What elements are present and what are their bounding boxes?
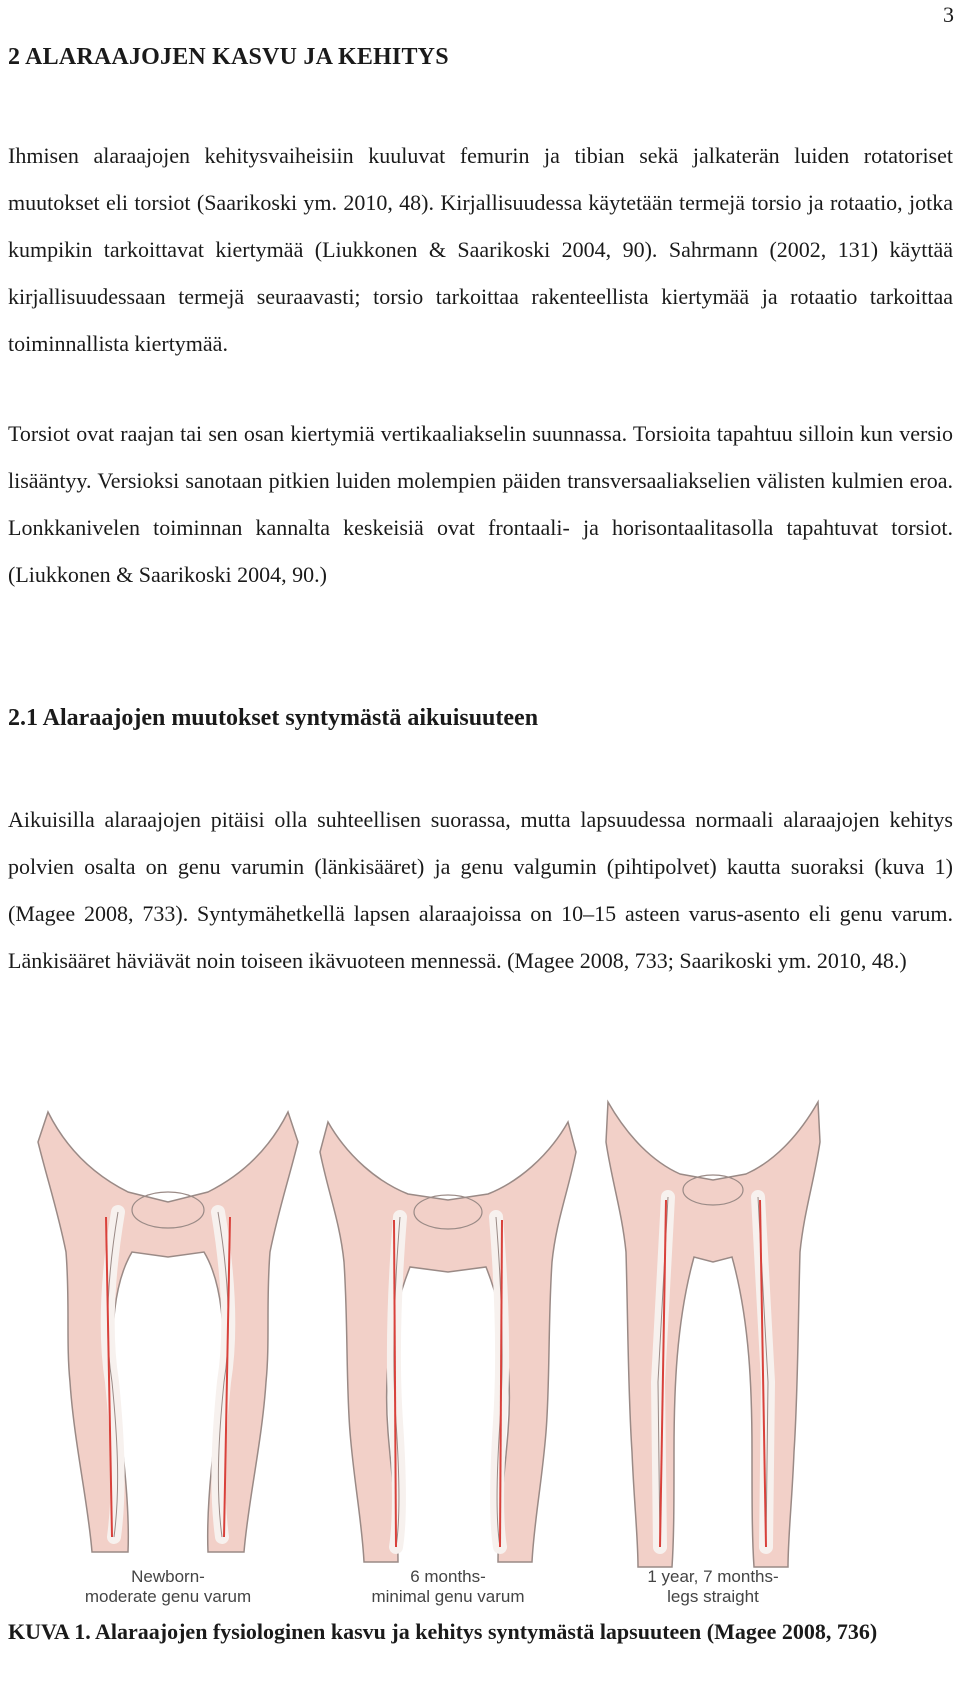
leg-illustration	[8, 1082, 830, 1608]
paragraph-leg-development: Aikuisilla alaraajojen pitäisi olla suhteellisen suorassa, mutta lapsuudessa normaali alaraajojen kehitys polvien osalta on genu varumin (länkisääret) ja genu valgumin (pihtipolvet) kautta suoraksi (kuva 1) (Magee 2008, 733). Syntymähetkellä lapsen alaraajoissa on 10–15 asteen varus-asento eli genu varum. Länkisääret häviävät noin toiseen ikävuoteen mennessä. (Magee 2008, 733; Saarikoski ym. 2010, 48.)	[8, 807, 953, 973]
figure-caption: KUVA 1. Alaraajojen fysiologinen kasvu ja kehitys syntymästä lapsuuteen (Magee 2008, 736)	[8, 1619, 878, 1644]
leg-development-figure	[8, 1082, 830, 1608]
figure-background	[8, 1082, 830, 1608]
paragraph-torsion-intro: Ihmisen alaraajojen kehitysvaiheisiin kuuluvat femurin ja tibian sekä jalkaterän luiden rotatoriset muutokset eli torsiot (Saarikoski ym. 2010, 48). Kirjallisuudessa käytetään termejä torsio ja rotaatio, jotka kumpikin tarkoittavat kiertymää (Liukkonen & Saarikoski 2004, 90). Sahrmann (2002, 131) käyttää kirjallisuudessaan termejä seuraavasti; torsio tarkoittaa rakenteellista kiertymää ja rotaatio tarkoittaa toiminnallista kiertymää.	[8, 143, 953, 356]
page-number: 3	[943, 2, 954, 27]
section-heading: 2.1 Alaraajojen muutokset syntymästä aikuisuuteen	[8, 705, 539, 731]
six-months-label-line2: minimal genu varum	[371, 1587, 525, 1606]
newborn-label-line2: moderate genu varum	[84, 1587, 252, 1606]
straight-label-line1: 1 year, 7 months-	[647, 1567, 779, 1586]
paragraph-torsion-definition: Torsiot ovat raajan tai sen osan kiertymiä vertikaaliakselin suunnassa. Torsioita tapahtuu silloin kun versio lisääntyy. Versioksi sanotaan pitkien luiden molempien päiden transversaaliakselien välisten kulmien eroa. Lonkkanivelen toiminnan kannalta keskeisiä ovat frontaali- ja horisontaalitasolla tapahtuvat torsiot. (Liukkonen & Saarikoski 2004, 90.)	[8, 421, 953, 587]
newborn-label-line1: Newborn-	[131, 1567, 205, 1586]
straight-label-line2: legs straight	[667, 1587, 759, 1606]
six-months-label-line1: 6 months-	[410, 1567, 486, 1586]
chapter-heading: 2 ALARAAJOJEN KASVU JA KEHITYS	[8, 44, 449, 70]
